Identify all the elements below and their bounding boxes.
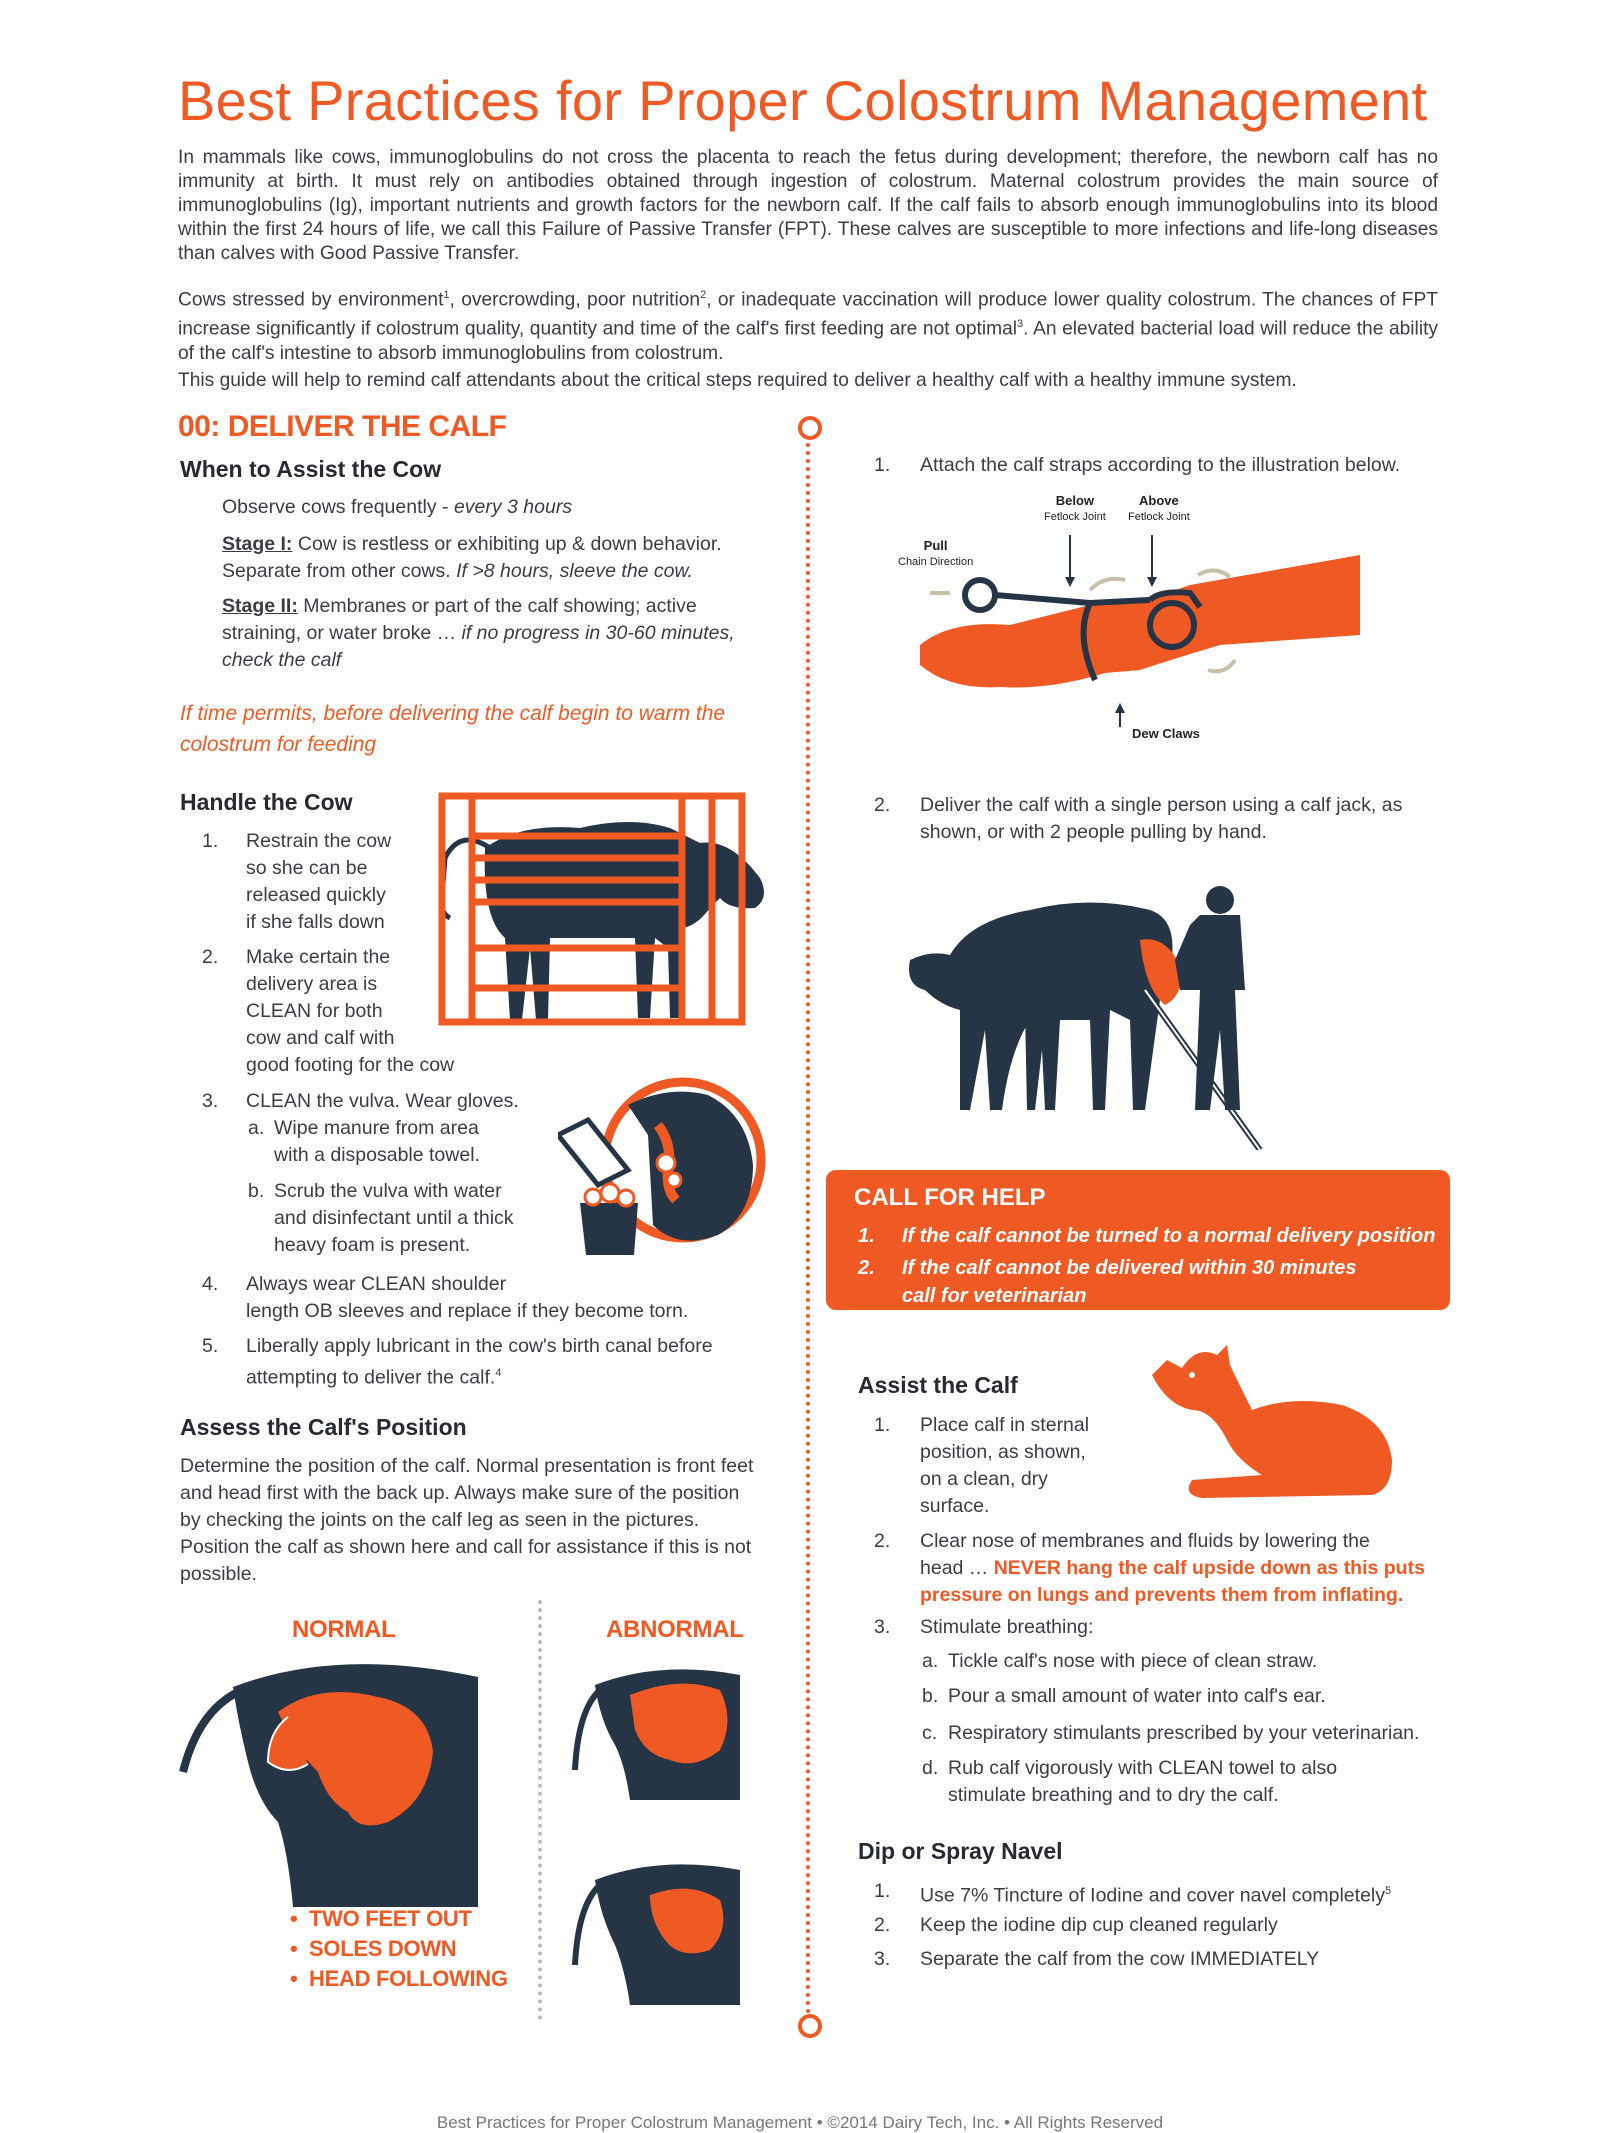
calf-strap-chain-diagram bbox=[890, 495, 1370, 730]
assist-calf-heading: Assist the Calf bbox=[858, 1372, 1018, 1398]
assist-sub-c: c. Respiratory stimulants prescribed by your veterinarian. bbox=[922, 1722, 1420, 1744]
help-item-1: 1. If the calf cannot be turned to a normal delivery position bbox=[858, 1225, 1436, 1247]
navel-heading: Dip or Spray Navel bbox=[858, 1838, 1063, 1864]
handle-sub-a: a. Wipe manure from area with a disposable towel. bbox=[248, 1117, 480, 1166]
when-assist-heading: When to Assist the Cow bbox=[180, 456, 442, 482]
call-for-help-title: CALL FOR HELP bbox=[854, 1184, 1046, 1211]
observe-line: Observe cows frequently - every 3 hours bbox=[222, 496, 573, 518]
divider-bottom-ring bbox=[798, 2014, 822, 2038]
stage-1-text: Stage I: Cow is restless or exhibiting up & down behavior. Separate from other cows. If >8 hours, sleeve the cow. bbox=[222, 533, 722, 582]
assist-item-2: 2. Clear nose of membranes and fluids by lowering the head … NEVER hang the calf upside down as this puts pressure on lungs and prevents them from inflating. bbox=[874, 1530, 1425, 1606]
cow-in-gate-illustration bbox=[430, 788, 775, 1038]
handle-item-3: 3. CLEAN the vulva. Wear gloves. bbox=[202, 1090, 519, 1112]
wash-vulva-illustration bbox=[558, 1075, 768, 1265]
dew-claws-label: Dew Claws bbox=[1132, 726, 1200, 741]
assess-text: Determine the position of the calf. Normal presentation is front feet and head first with the back up. Always make sure of the position by checking the joints on the calf leg as seen in the pictures. Position the calf as shown here and call for assistance if this is not possible. bbox=[180, 1455, 754, 1585]
pull-direction-label: Pull Chain Direction bbox=[898, 538, 974, 568]
assist-sub-b: b. Pour a small amount of water into calf's ear. bbox=[922, 1685, 1326, 1707]
calf-jack-illustration bbox=[890, 880, 1310, 1150]
section-title: 00: DELIVER THE CALF bbox=[178, 410, 507, 443]
help-item-2: 2. If the calf cannot be delivered within 30 minutes call for veterinarian bbox=[858, 1257, 1357, 1307]
intro-paragraph-3: This guide will help to remind calf attendants about the critical steps required to deliver a healthy calf with a healthy immune system. bbox=[178, 370, 1297, 391]
assist-sub-d: d. Rub calf vigorously with CLEAN towel to also stimulate breathing and to dry the calf. bbox=[922, 1757, 1338, 1806]
below-fetlock-label: Below Fetlock Joint bbox=[1044, 493, 1106, 523]
right-step-2: 2. Deliver the calf with a single person using a calf jack, as shown, or with 2 people pulling by hand. bbox=[874, 794, 1403, 843]
handle-item-5: 5. Liberally apply lubricant in the cow's birth canal before attempting to deliver the calf.$^4$ bbox=[202, 1335, 713, 1389]
intro-paragraph-2: Cows stressed by environment$^1$, overcrowding, poor nutrition$^2$, or inadequate vaccination will produce lower quality colostrum. The chances of FPT increase significantly if colostrum quality, quantity and time of the calf's first feeding are not optimal$^3$. An elevated bacterial load will reduce the ability of the calf's intestine to absorb immunoglobulins from colostrum. bbox=[178, 289, 1439, 364]
navel-item-1: 1. Use 7% Tincture of Iodine and cover navel completely$^5$ bbox=[874, 1880, 1392, 1907]
assist-item-1: 1. Place calf in sternal position, as shown, on a clean, dry surface. bbox=[874, 1414, 1090, 1517]
assess-heading: Assess the Calf's Position bbox=[180, 1414, 467, 1440]
warm-colostrum-note: If time permits, before delivering the calf begin to warm the colostrum for feeding bbox=[180, 702, 726, 756]
above-fetlock-label: Above Fetlock Joint bbox=[1128, 493, 1190, 523]
assist-sub-a: a. Tickle calf's nose with piece of clean straw. bbox=[922, 1650, 1318, 1672]
normal-label: NORMAL bbox=[292, 1616, 396, 1643]
column-divider bbox=[806, 435, 810, 2015]
lying-calf-illustration bbox=[1142, 1330, 1402, 1505]
assist-item-3: 3. Stimulate breathing: bbox=[874, 1616, 1094, 1638]
handle-item-2: 2. Make certain the delivery area is CLEAN for both cow and calf with good footing for the cow bbox=[202, 946, 455, 1076]
abnormal-position-diagram-2 bbox=[570, 1855, 740, 2005]
call-for-help-box bbox=[826, 1170, 1450, 1310]
normal-bullets: • TWO FEET OUT • SOLES DOWN • HEAD FOLLOWING bbox=[290, 1906, 508, 1991]
assess-divider bbox=[538, 1600, 542, 2020]
navel-item-3: 3. Separate the calf from the cow IMMEDIATELY bbox=[874, 1948, 1320, 1970]
right-step-1: 1. Attach the calf straps according to the illustration below. bbox=[874, 454, 1401, 476]
page-title: Best Practices for Proper Colostrum Management bbox=[178, 69, 1428, 132]
navel-item-2: 2. Keep the iodine dip cup cleaned regularly bbox=[874, 1914, 1278, 1936]
intro-paragraph-1: In mammals like cows, immunoglobulins do not cross the placenta to reach the fetus during development; therefore, the newborn calf has no immunity at birth. It must rely on antibodies obtained through ingestion of colostrum. Maternal colostrum provides the main source of immunoglobulins (Ig), important nutrients and growth factors for the newborn calf. If the calf fails to absorb enough immunoglobulins into its blood within the first 24 hours of life, we call this Failure of Passive Transfer (FPT). These calves are susceptible to more infections and life-long diseases than calves with Good Passive Transfer. bbox=[178, 147, 1438, 264]
stage-2-text: Stage II: Membranes or part of the calf showing; active straining, or water broke … if no progress in 30-60 minutes, check the calf bbox=[222, 595, 735, 671]
abnormal-label: ABNORMAL bbox=[606, 1616, 744, 1643]
page-footer: Best Practices for Proper Colostrum Management • ©2014 Dairy Tech, Inc. • All Rights Reserved bbox=[436, 2113, 1164, 2132]
abnormal-position-diagram-1 bbox=[570, 1660, 740, 1800]
handle-cow-heading: Handle the Cow bbox=[180, 789, 353, 815]
handle-item-4: 4. Always wear CLEAN shoulder length OB sleeves and replace if they become torn. bbox=[202, 1273, 689, 1322]
handle-item-1: 1. Restrain the cow so she can be released quickly if she falls down bbox=[202, 830, 392, 933]
handle-sub-b: b. Scrub the vulva with water and disinfectant until a thick heavy foam is present. bbox=[248, 1180, 514, 1256]
normal-position-diagram bbox=[178, 1652, 478, 1912]
divider-top-ring bbox=[798, 416, 822, 440]
